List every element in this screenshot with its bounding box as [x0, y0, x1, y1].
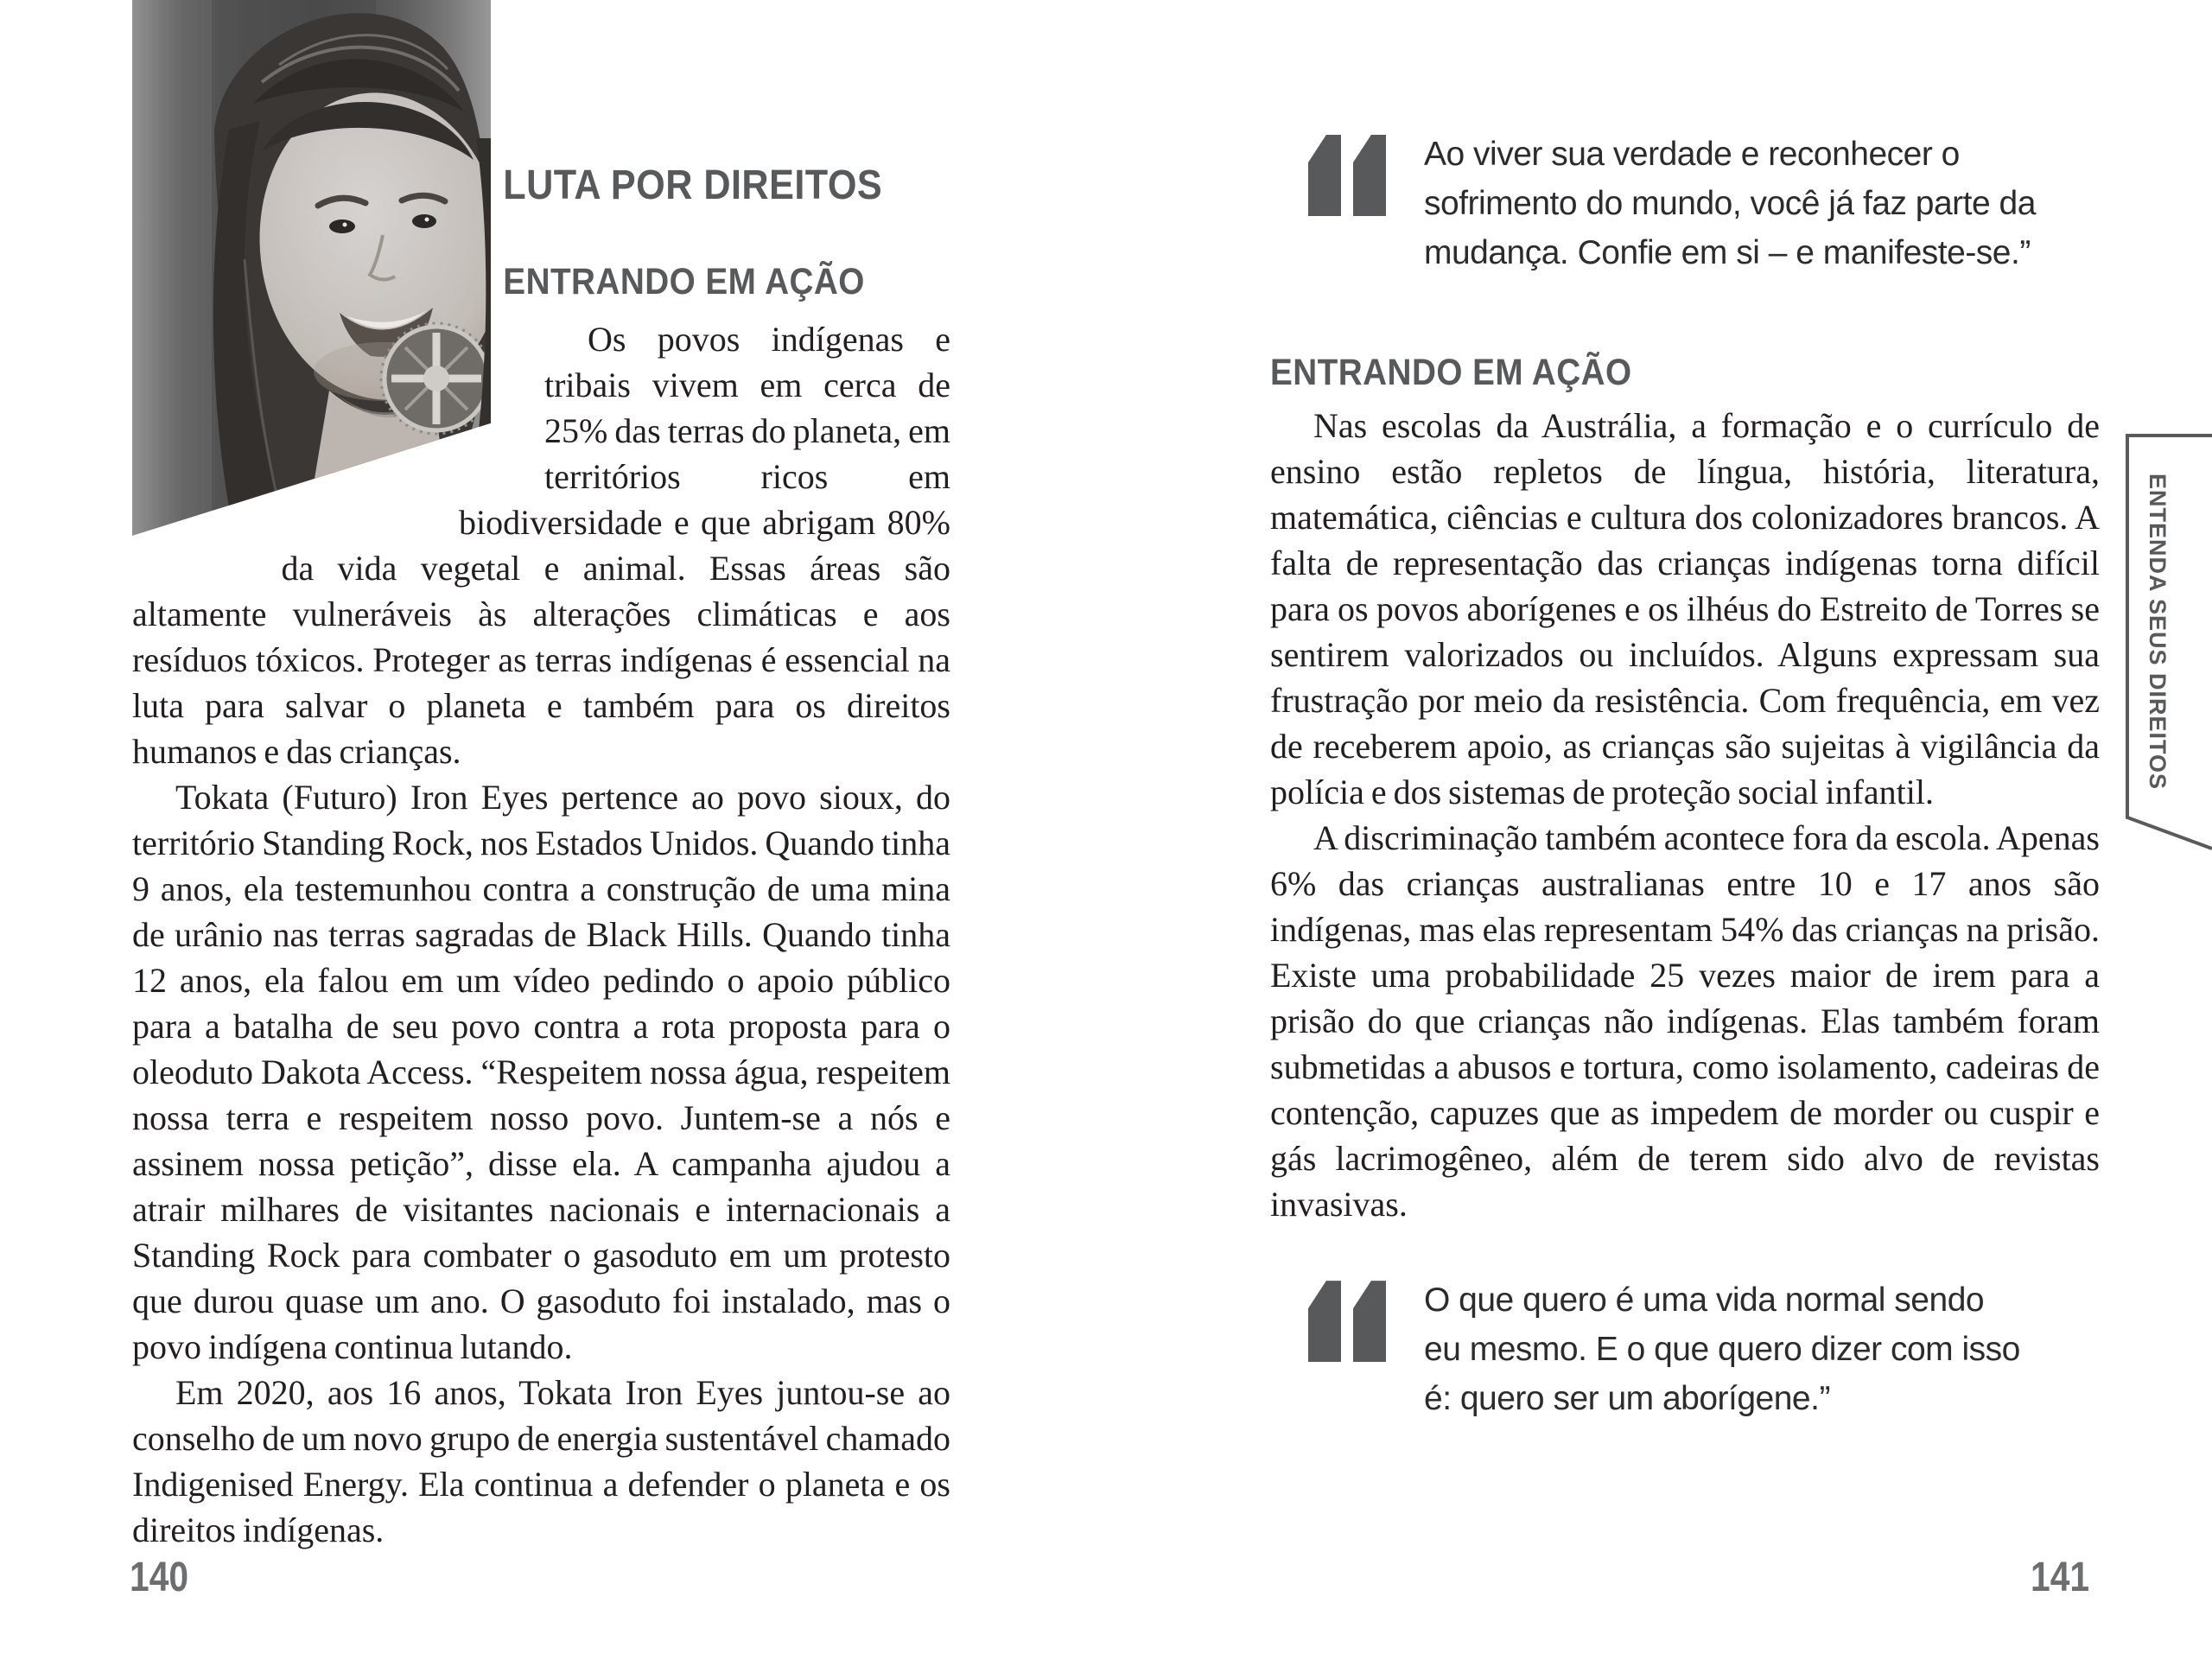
page-number-left: 140: [130, 1555, 189, 1600]
paragraph: Tokata (Futuro) Iron Eyes pertence ao povo sioux, do território Standing Rock, nos Estados Unidos. Quando tinha 9 anos, ela testemunhou contra a construção de uma mina de urânio nas terras sagradas de Black Hills. Quando tinha 12 anos, ela falou em um vídeo pedindo o apoio público para a batalha de seu povo contra a rota proposta para o oleoduto Dakota Access. “Respeitem nossa água, respeitem nossa terra e respeitem nosso povo. Juntem-se a nós e assinem nossa petição”, disse ela. A campanha ajudou a atrair milhares de visitantes nacionais e internacionais a Standing Rock para combater o gasoduto em um protesto que durou quase um ano. O gasoduto foi instalado, mas o povo indígena continua lutando.: [132, 777, 951, 1366]
section-heading-right: ENTRANDO EM AÇÃO: [1270, 352, 1632, 393]
paragraph: Em 2020, aos 16 anos, Tokata Iron Eyes juntou-se ao conselho de um novo grupo de energia sustentável chamado Indigenised Energy. Ela continua a defender o planeta e os direitos indígenas.: [132, 1372, 950, 1549]
pull-quote-top: [1305, 130, 2065, 277]
right-body-text: [1270, 403, 2100, 1227]
pull-quote-bottom-text: O que quero é uma vida normal sendo eu mesmo. E o que quero dizer com isso é: quero ser um aborígene.”: [1424, 1282, 2020, 1418]
page-number-right: 141: [2031, 1555, 2090, 1600]
left-body-text: [132, 316, 950, 1553]
page-right: [1270, 0, 2100, 1437]
section-heading-left: ENTRANDO EM AÇÃO: [503, 261, 865, 303]
page-left: [132, 0, 950, 1553]
open-quote-icon: [1308, 1281, 1386, 1362]
page-title: LUTA POR DIREITOS: [503, 162, 883, 208]
pull-quote-bottom: [1305, 1275, 2065, 1423]
paragraph: Os povos indígenas e tribais vivem em cerca de 25% das terras do planeta, em territórios ricos em biodiversidade e que abrigam 80% da vida vegetal e animal. Essas áreas são altamente vulneráveis às alterações climáticas e aos resíduos tóxicos. Proteger as terras indígenas é essencial na luta para salvar o planeta e também para os direitos humanos e das crianças.: [132, 319, 950, 771]
open-quote-icon: [1308, 135, 1386, 216]
pull-quote-top-text: Ao viver sua verdade e reconhecer o sofrimento do mundo, você já faz parte da mudança. Confie em si – e manifeste-se.”: [1424, 136, 2036, 271]
paragraph: Nas escolas da Austrália, a formação e o currículo de ensino estão repletos de língua, história, literatura, matemática, ciências e cultura dos colonizadores brancos. A falta de representação das crianças indígenas torna difícil para os povos aborígenes e os ilhéus do Estreito de Torres se sentirem valorizados ou incluídos. Alguns expressam sua frustração por meio da resistência. Com frequência, em vez de receberem apoio, as crianças são sujeitas à vigilância da polícia e dos sistemas de proteção social infantil.: [1270, 406, 2100, 812]
paragraph: A discriminação também acontece fora da escola. Apenas 6% das crianças australianas entre 10 e 17 anos são indígenas, mas elas representam 54% das crianças na prisão. Existe uma probabilidade 25 vezes maior de irem para a prisão do que crianças não indígenas. Elas também foram submetidas a abusos e tortura, como isolamento, cadeiras de contenção, capuzes que as impedem de morder ou cuspir e gás lacrimogêneo, além de terem sido alvo de revistas invasivas.: [1270, 818, 2100, 1224]
chapter-tab-label: ENTENDA SEUS DIREITOS: [2145, 474, 2171, 791]
